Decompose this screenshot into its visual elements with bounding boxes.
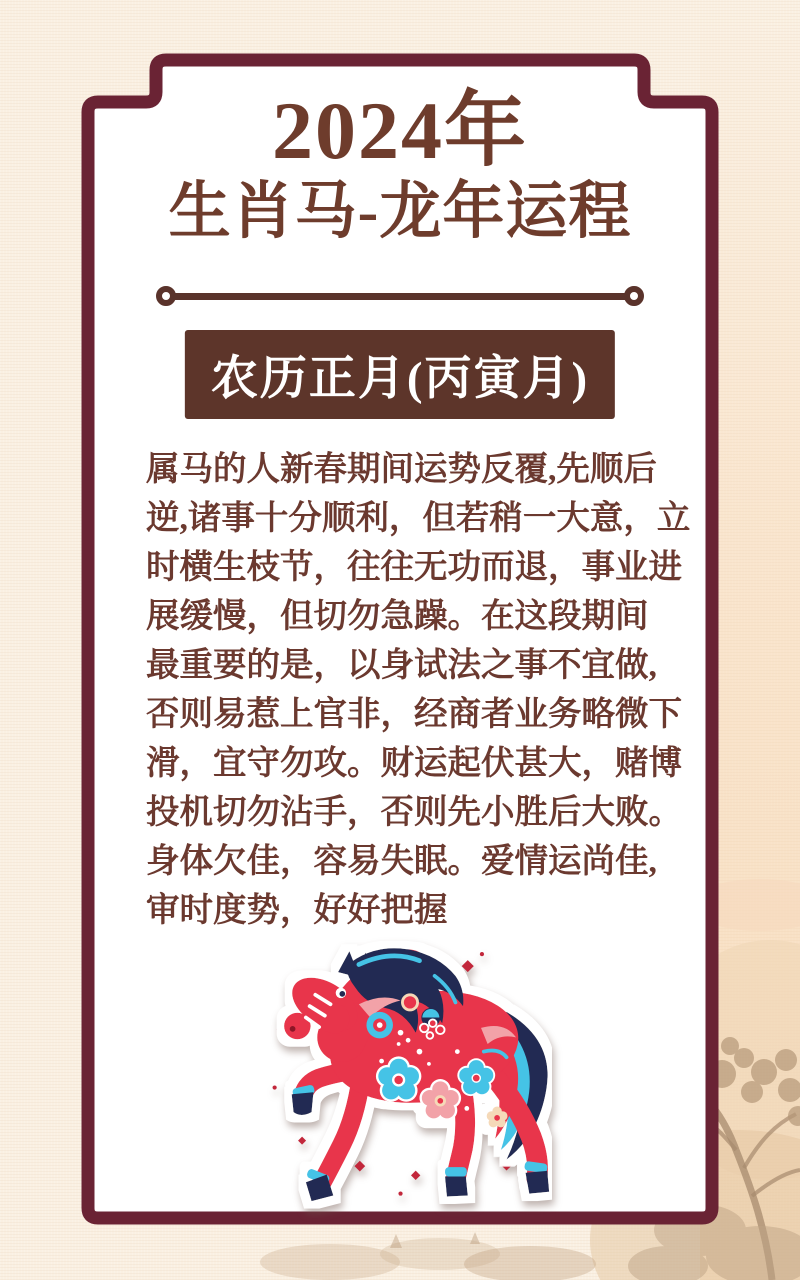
body-text-line: 审时度势，好好把握 [146, 892, 448, 929]
fortune-paragraph [146, 445, 691, 935]
body-text-line: 滑，宜守勿攻。财运起伏甚大，赌博 [146, 745, 682, 782]
title-main: 生肖马-龙年运程 [168, 178, 632, 246]
body-text-line: 投机切勿沾手，否则先小胜后大败。 [146, 794, 682, 831]
divider-rule-with-end-rings [156, 286, 644, 306]
zodiac-horse-sticker [268, 938, 552, 1222]
body-text-line: 最重要的是，以身试法之事不宜做, [146, 647, 657, 684]
divider-right-ring-icon [624, 286, 644, 306]
horse-icon [268, 938, 552, 1222]
body-text-line: 属马的人新春期间运势反覆,先顺后 [146, 451, 657, 488]
divider-bar [175, 293, 625, 300]
body-text-line: 身体欠佳，容易失眠。爱情运尚佳, [146, 843, 657, 880]
divider-left-ring-icon [156, 286, 176, 306]
body-text-line: 否则易惹上官非，经商者业务略微下 [146, 696, 682, 733]
body-text-line: 逆,诸事十分顺利，但若稍一大意，立 [146, 500, 691, 537]
body-text-line: 展缓慢，但切勿急躁。在这段期间 [146, 598, 649, 635]
month-banner: 农历正月(丙寅月) [185, 330, 615, 419]
body-text-line: 时横生枝节，往往无功而退，事业进 [146, 549, 682, 586]
title-year: 2024年 [272, 85, 528, 176]
horse-body-group [283, 948, 549, 1201]
